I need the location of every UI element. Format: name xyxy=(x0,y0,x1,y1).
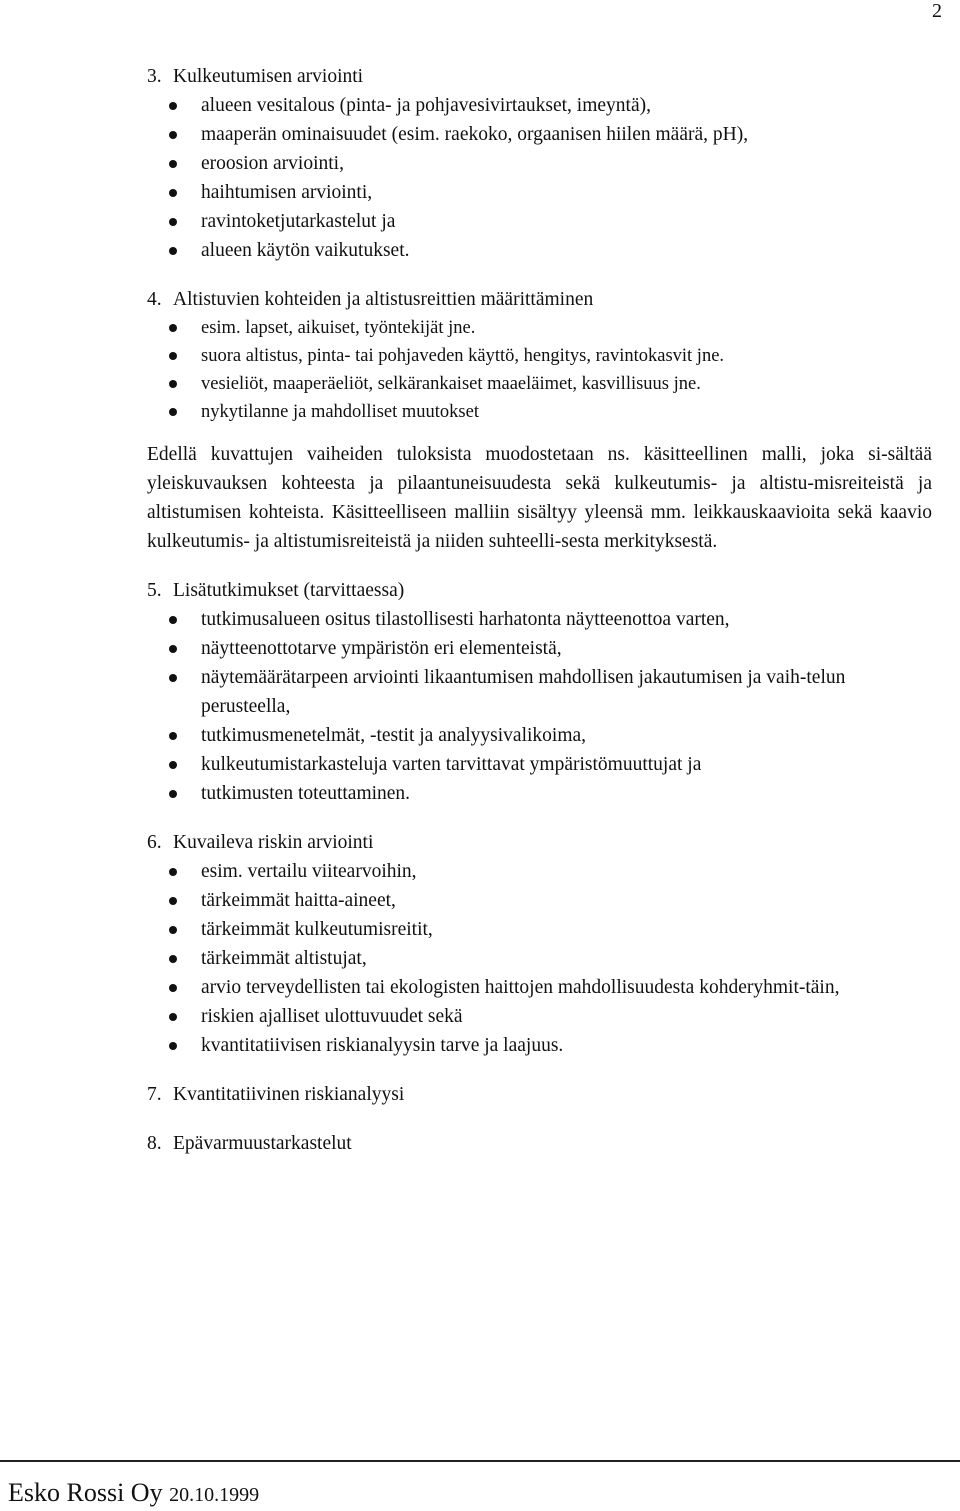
section-8-number: 8. xyxy=(147,1133,162,1154)
list-item: vesieliöt, maaperäeliöt, selkärankaiset maaeläimet, kasvillisuus jne. xyxy=(147,370,937,398)
section-3-number: 3. xyxy=(147,66,162,87)
page-number: 2 xyxy=(932,0,942,22)
section-3-heading xyxy=(147,62,937,91)
section-5-heading xyxy=(147,576,937,605)
section-4-list xyxy=(147,314,937,426)
list-item: esim. vertailu viitearvoihin, xyxy=(147,857,937,886)
conceptual-model-paragraph: Edellä kuvattujen vaiheiden tuloksista muodostetaan ns. käsitteellinen malli, joka si-sältää yleiskuvauksen kohteesta ja pilaantuneisuudesta sekä kulkeutumis- ja altistu-misreiteistä ja altistumisen kohteista. Käsitteelliseen malliin sisältyy yleensä mm. leikkauskaavioita sekä kaavio kulkeutumis- ja altistumisreiteistä ja niiden suhteelli-sesta merkityksestä. xyxy=(147,444,932,552)
section-7-heading xyxy=(147,1080,937,1109)
list-item: eroosion arviointi, xyxy=(147,149,937,178)
footer xyxy=(8,1478,259,1508)
section-5-number: 5. xyxy=(147,580,162,601)
footer-date: 20.10.1999 xyxy=(169,1484,260,1506)
section-7-title: Kvantitatiivinen riskianalyysi xyxy=(173,1084,405,1105)
list-item: suora altistus, pinta- tai pohjaveden käyttö, hengitys, ravintokasvit jne. xyxy=(147,342,937,370)
section-6-list xyxy=(147,857,937,1060)
list-item: riskien ajalliset ulottuvuudet sekä xyxy=(147,1002,937,1031)
list-item: näytemäärätarpeen arviointi likaantumisen mahdollisen jakautumisen ja vaih-telun perusteella, xyxy=(147,663,937,721)
section-5-list xyxy=(147,605,937,808)
section-3-list xyxy=(147,91,937,265)
list-item: kulkeutumistarkasteluja varten tarvittavat ympäristömuuttujat ja xyxy=(147,750,937,779)
section-8-heading xyxy=(147,1129,937,1158)
list-item: nykytilanne ja mahdolliset muutokset xyxy=(147,398,937,426)
list-item: tärkeimmät kulkeutumisreitit, xyxy=(147,915,937,944)
section-8-title: Epävarmuustarkastelut xyxy=(173,1133,352,1154)
section-5-title: Lisätutkimukset (tarvittaessa) xyxy=(173,580,405,601)
list-item: tutkimusalueen ositus tilastollisesti harhatonta näytteenottoa varten, xyxy=(147,605,937,634)
list-item: tärkeimmät haitta-aineet, xyxy=(147,886,937,915)
list-item: alueen vesitalous (pinta- ja pohjavesivirtaukset, imeyntä), xyxy=(147,91,937,120)
footer-company: Esko Rossi Oy xyxy=(8,1478,163,1507)
list-item: ravintoketjutarkastelut ja xyxy=(147,207,937,236)
list-item: tärkeimmät altistujat, xyxy=(147,944,937,973)
list-item: kvantitatiivisen riskianalyysin tarve ja laajuus. xyxy=(147,1031,937,1060)
section-4-number: 4. xyxy=(147,289,162,310)
list-item: tutkimusten toteuttaminen. xyxy=(147,779,937,808)
list-item: maaperän ominaisuudet (esim. raekoko, orgaanisen hiilen määrä, pH), xyxy=(147,120,937,149)
section-4-heading xyxy=(147,285,937,314)
document-body xyxy=(147,62,937,1158)
section-6-number: 6. xyxy=(147,832,162,853)
list-item: esim. lapset, aikuiset, työntekijät jne. xyxy=(147,314,937,342)
list-item: tutkimusmenetelmät, -testit ja analyysivalikoima, xyxy=(147,721,937,750)
section-6-heading xyxy=(147,828,937,857)
footer-divider xyxy=(0,1460,960,1462)
section-4-title: Altistuvien kohteiden ja altistusreittien määrittäminen xyxy=(173,289,594,310)
section-3-title: Kulkeutumisen arviointi xyxy=(173,66,364,87)
section-6-title: Kuvaileva riskin arviointi xyxy=(173,832,374,853)
list-item: alueen käytön vaikutukset. xyxy=(147,236,937,265)
list-item: näytteenottotarve ympäristön eri elementeistä, xyxy=(147,634,937,663)
list-item: haihtumisen arviointi, xyxy=(147,178,937,207)
list-item: arvio terveydellisten tai ekologisten haittojen mahdollisuudesta kohderyhmit-täin, xyxy=(147,973,937,1002)
section-7-number: 7. xyxy=(147,1084,162,1105)
